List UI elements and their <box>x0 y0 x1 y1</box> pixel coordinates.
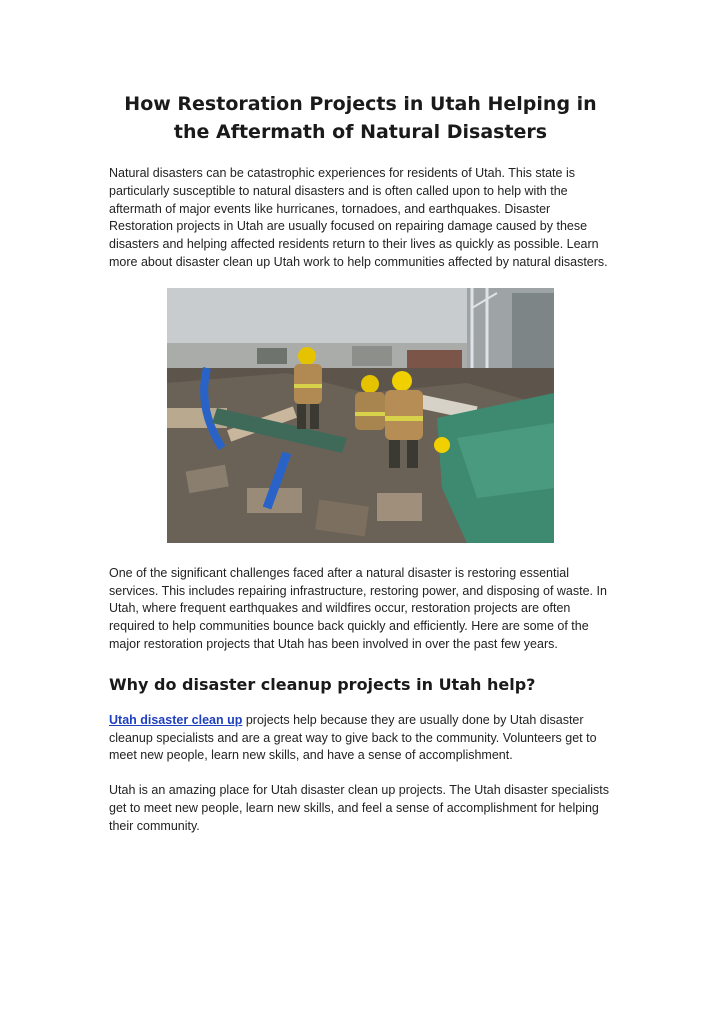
utah-disaster-clean-up-link[interactable]: Utah disaster clean up <box>109 712 243 727</box>
cleanup-paragraph <box>109 712 612 765</box>
document-body <box>109 90 612 836</box>
intro-paragraph: Natural disasters can be catastrophic experiences for residents of Utah. This state is particularly susceptible to natural disasters and is often called upon to help with the aftermath of major events like hurricanes, tornadoes, and earthquakes. Disaster Restoration projects in Utah are usually focused on repairing damage caused by these disasters and helping affected residents return to their lives as quickly as possible. Learn more about disaster clean up Utah work to help communities affected by natural disasters. <box>109 166 608 269</box>
services-paragraph: One of the significant challenges faced after a natural disaster is restoring essential services. This includes repairing infrastructure, restoring power, and disposing of waste. In Utah, where frequent earthquakes and wildfires occur, restoration projects are often required to help communities bounce back quickly and efficiently. Here are some of the major restoration projects that Utah has been involved in over the past few years. <box>109 565 607 651</box>
rescue-photo <box>167 288 554 543</box>
cleanup-paragraph-text: projects help because they are usually done by Utah disaster cleanup specialists and are a great way to give back to the community. Volunteers get to meet new people, learn new skills, and have a sense of accomplishment. <box>109 712 597 763</box>
section-heading: Why do disaster cleanup projects in Utah help? <box>109 674 536 694</box>
closing-paragraph: Utah is an amazing place for Utah disaster clean up projects. The Utah disaster specialists get to meet new people, learn new skills, and feel a sense of accomplishment for helping their community. <box>109 783 610 833</box>
page-title: How Restoration Projects in Utah Helping in the Aftermath of Natural Disasters <box>124 93 597 143</box>
